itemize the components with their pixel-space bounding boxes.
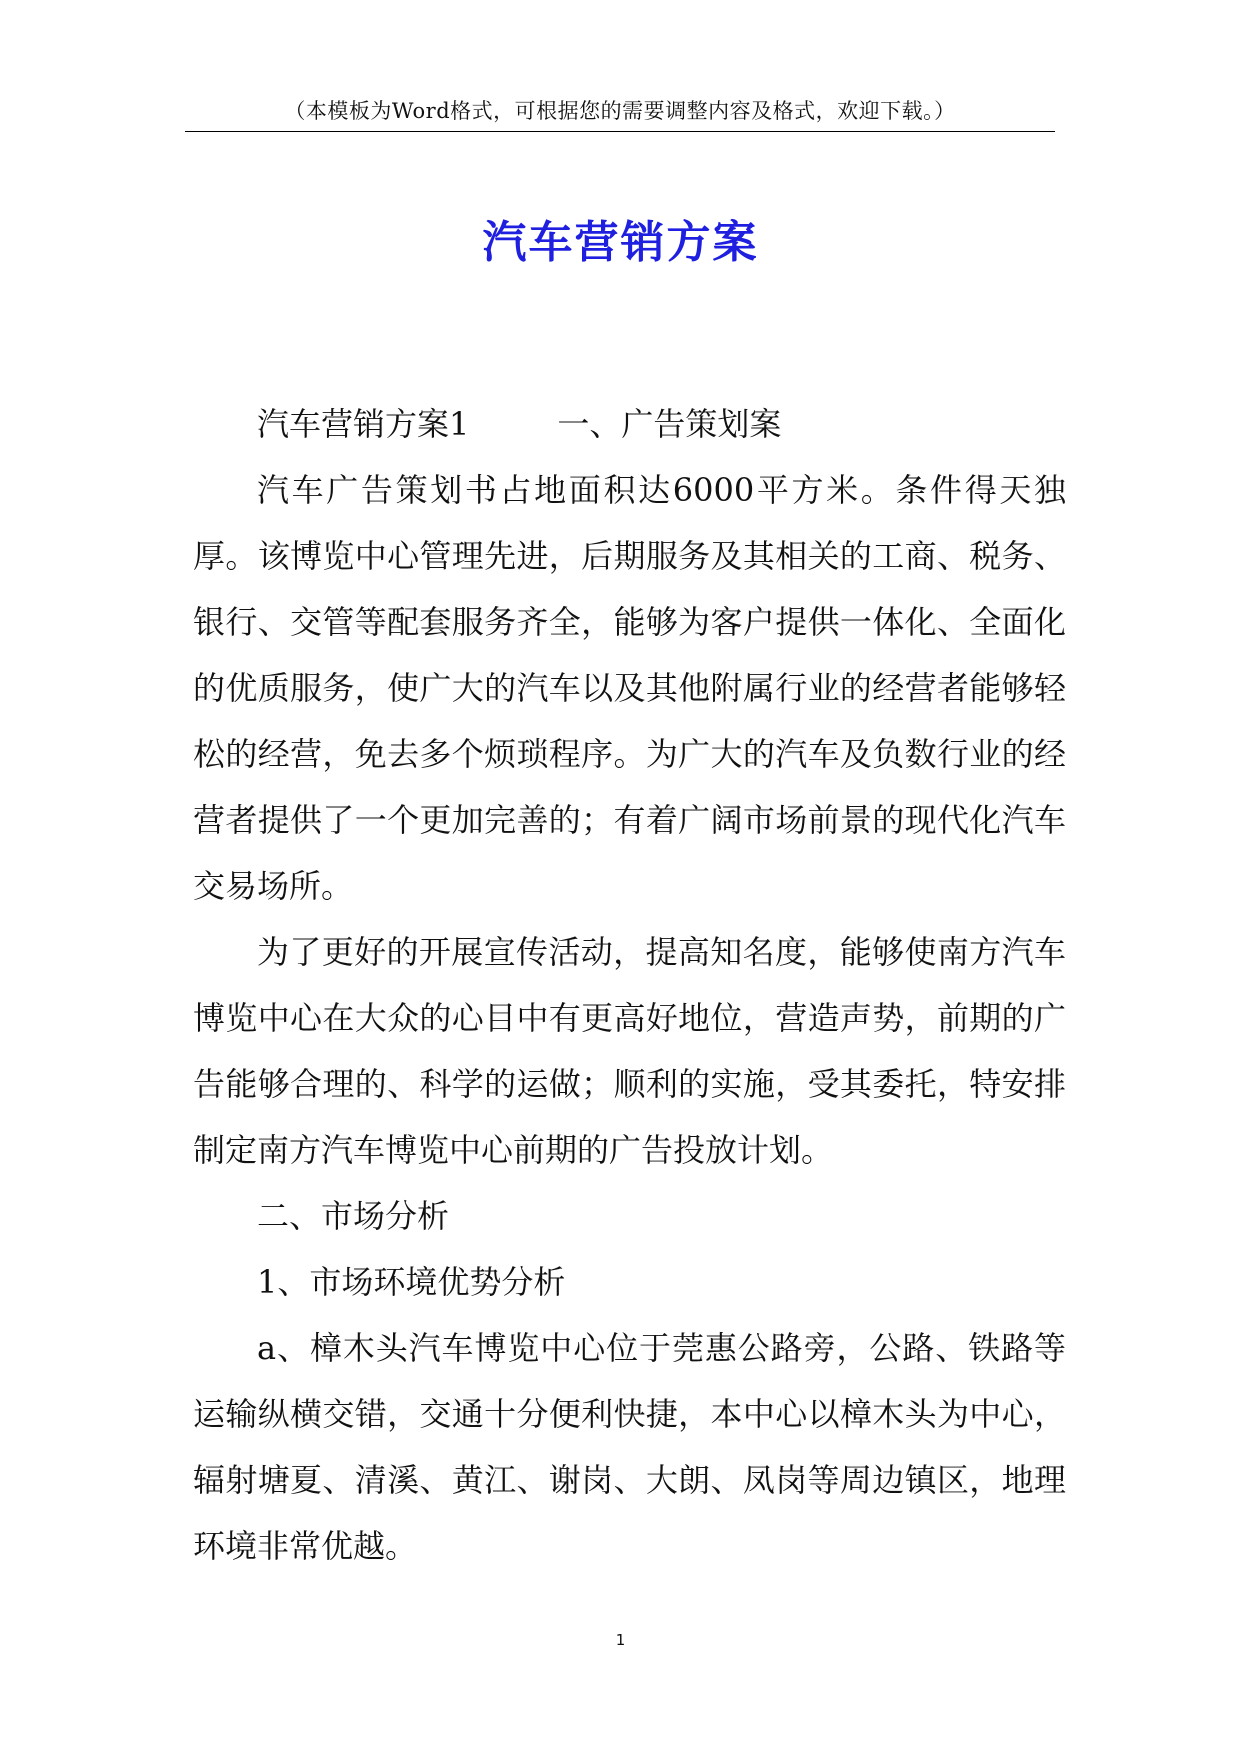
document-body xyxy=(193,391,1066,1579)
header-divider xyxy=(185,131,1055,132)
header-note: （本模板为Word格式，可根据您的需要调整内容及格式，欢迎下载。） xyxy=(284,99,956,123)
page-number: 1 xyxy=(615,1631,626,1649)
paragraph-intro: 汽车广告策划书占地面积达6000平方米。条件得天独厚。该博览中心管理先进，后期服务及其相关的工商、税务、银行、交管等配套服务齐全，能够为客户提供一体化、全面化的优质服务，使广大的汽车以及其他附属行业的经营者能够轻松的经营，免去多个烦琐程序。为广大的汽车及负数行业的经营者提供了一个更加完善的；有着广阔市场前景的现代化汽车交易场所。 xyxy=(193,471,1066,905)
first-line xyxy=(193,391,1066,457)
subsection-heading-environment: 1、市场环境优势分析 xyxy=(257,1263,566,1301)
section-heading-plan-1: 汽车营销方案1 xyxy=(257,405,470,443)
paragraph-location: a、樟木头汽车博览中心位于莞惠公路旁，公路、铁路等运输纵横交错，交通十分便利快捷，本中心以樟木头为中心，辐射塘夏、清溪、黄江、谢岗、大朗、凤岗等周边镇区，地理环境非常优越。 xyxy=(193,1329,1066,1565)
section-heading-ad-plan: 一、广告策划案 xyxy=(557,405,782,443)
document-title: 汽车营销方案 xyxy=(482,217,759,268)
section-heading-market-analysis: 二、市场分析 xyxy=(257,1197,450,1235)
paragraph-promotion: 为了更好的开展宣传活动，提高知名度，能够使南方汽车博览中心在大众的心目中有更高好地位，营造声势，前期的广告能够合理的、科学的运做；顺利的实施，受其委托，特安排制定南方汽车博览中心前期的广告投放计划。 xyxy=(193,933,1066,1169)
